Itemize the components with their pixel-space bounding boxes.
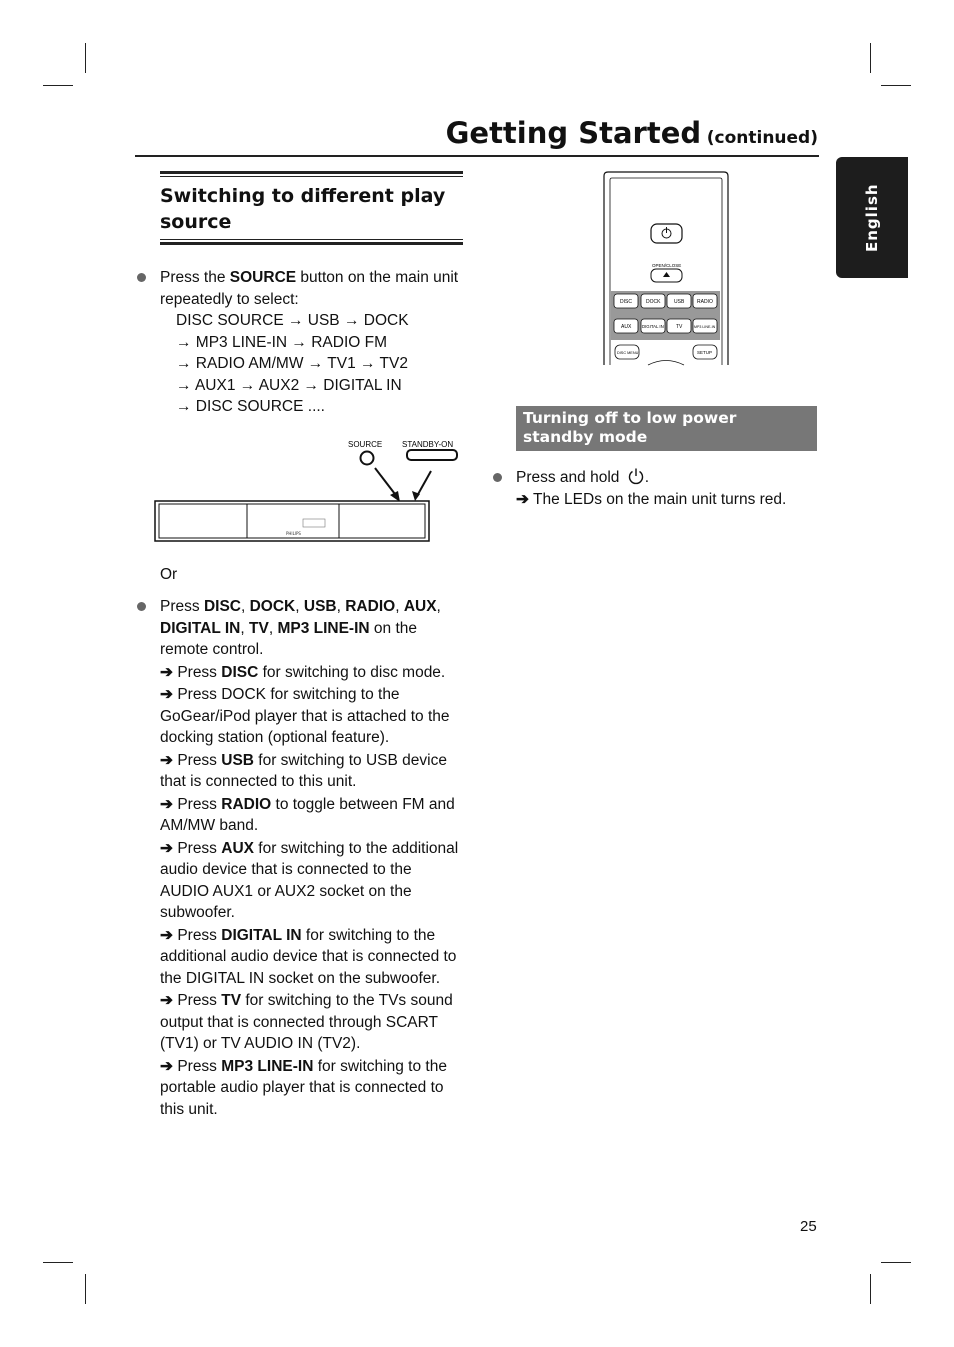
result-item: ➔ Press DOCK for switching to the GoGear/iPod player that is attached to the docking station (optional feature).	[160, 686, 450, 746]
arrow-icon: ➔	[160, 663, 173, 681]
section2-heading-text: Turning off to low power standby mode	[523, 409, 737, 446]
svg-text:RADIO: RADIO	[697, 299, 713, 305]
svg-text:MP3 LINE-IN: MP3 LINE-IN	[694, 325, 716, 329]
crop-mark	[85, 1274, 86, 1304]
result-item: ➔ Press USB for switching to USB device that is connected to this unit.	[160, 751, 447, 790]
main-unit-illustration	[150, 435, 470, 550]
power-icon	[627, 467, 645, 485]
section-heading	[160, 171, 463, 245]
svg-text:USB: USB	[674, 299, 685, 305]
arrow-icon: ➔	[516, 490, 529, 508]
source-sequence-line: DISC SOURCE → USB → DOCK	[176, 312, 409, 329]
bullet1-text: Press the SOURCE button on the main unit repeatedly to select: DISC SOURCE → USB → DOCK → MP3 LINE-IN → RADIO FM → RADIO AM/MW → TV1 → TV2 → AUX1 → AUX2 → DIGITAL IN → DISC SOURCE ....	[160, 267, 460, 418]
svg-text:OPEN/CLOSE: OPEN/CLOSE	[652, 263, 682, 268]
bullet2-text: Press DISC, DOCK, USB, RADIO, AUX, DIGITAL IN, TV, MP3 LINE-IN on the remote control. ➔ Press DISC for switching to disc mode. ➔ Press DOCK for switching to the GoGear/iPod player that is attached to the docking station (optional feature). ➔ Press USB for switching to USB device that is connected to this unit. ➔ Press RADIO to toggle between FM and AM/MW band. ➔ Press AUX for switching to the additional audio device that is connected to the AUDIO AUX1 or AUX2 socket on the subwoofer. ➔ Press DIGITAL IN for switching to the additional audio device that is connected to the DIGITAL IN socket on the subwoofer. ➔ Press TV for switching to the TVs sound output that is connected through SCART (TV1) or TV AUDIO IN (TV2). ➔ Press MP3 LINE-IN for switching to the portable audio player that is connected to this unit.	[160, 596, 460, 1120]
svg-text:DIGITAL IN: DIGITAL IN	[642, 324, 664, 329]
crop-mark	[43, 85, 73, 86]
svg-text:SETUP: SETUP	[697, 350, 713, 355]
crop-mark	[870, 1274, 871, 1304]
section2-heading	[516, 406, 817, 451]
svg-text:DOCK: DOCK	[646, 299, 661, 305]
result-item: ➔ Press AUX for switching to the additional audio device that is connected to the AUDIO AUX1 or AUX2 socket on the subwoofer.	[160, 839, 459, 921]
bullet-icon	[493, 473, 502, 482]
arrow-icon: ➔	[160, 839, 173, 857]
page-title-continued: (continued)	[706, 128, 818, 148]
svg-text:DISC: DISC	[620, 299, 632, 305]
arrow-icon: ➔	[160, 686, 173, 703]
or-text: Or	[160, 566, 178, 583]
arrow-icon: ➔	[160, 751, 173, 769]
crop-mark	[881, 1262, 911, 1263]
source-sequence-line: → DISC SOURCE ....	[176, 398, 325, 415]
crop-mark	[870, 43, 871, 73]
page-number: 25	[800, 1218, 817, 1235]
page-title	[446, 116, 818, 150]
heading-rule-bottom	[160, 239, 463, 245]
bullet-icon	[137, 273, 146, 282]
result-item: ➔ Press DISC for switching to disc mode.	[160, 663, 446, 681]
press-and-hold-text: Press and hold	[516, 469, 620, 486]
heading-rule-top	[160, 171, 463, 177]
svg-text:SOURCE: SOURCE	[348, 440, 383, 449]
svg-text:DISC MENU: DISC MENU	[617, 351, 639, 355]
title-rule	[135, 155, 819, 157]
language-tab	[836, 157, 908, 278]
svg-text:AUX: AUX	[621, 324, 632, 330]
source-sequence-line: → RADIO AM/MW → TV1 → TV2	[176, 355, 408, 372]
result-item: ➔ The LEDs on the main unit turns red.	[516, 490, 787, 508]
result-item: ➔ Press DIGITAL IN for switching to the additional audio device that is connected to the DIGITAL IN socket on the subwoofer.	[160, 926, 457, 987]
result-item: ➔ Press RADIO to toggle between FM and AM/MW band.	[160, 795, 455, 834]
language-tab-label: English	[863, 183, 881, 252]
section-heading-text: Switching to different play source	[160, 185, 446, 233]
page-title-main: Getting Started	[445, 116, 702, 150]
arrow-icon: ➔	[160, 992, 173, 1009]
remote-control-illustration	[600, 170, 732, 366]
source-sequence-line: → AUX1 → AUX2 → DIGITAL IN	[176, 376, 402, 394]
result-item: ➔ Press MP3 LINE-IN for switching to the portable audio player that is connected to this unit.	[160, 1057, 447, 1118]
crop-mark	[43, 1262, 73, 1263]
arrow-icon: ➔	[160, 1057, 173, 1075]
arrow-icon: ➔	[160, 926, 173, 944]
source-sequence-line: → MP3 LINE-IN → RADIO FM	[176, 333, 387, 351]
arrow-icon: ➔	[160, 795, 173, 813]
svg-text:STANDBY-ON: STANDBY-ON	[402, 440, 454, 449]
bullet-icon	[137, 602, 146, 611]
svg-text:PHILIPS: PHILIPS	[286, 531, 301, 536]
section2-text: Press and hold . ➔ The LEDs on the main unit turns red.	[516, 467, 816, 510]
crop-mark	[85, 43, 86, 73]
svg-text:TV: TV	[676, 324, 683, 330]
result-item: ➔ Press TV for switching to the TVs sound output that is connected through SCART (TV1) or TV AUDIO IN (TV2).	[160, 992, 453, 1052]
crop-mark	[881, 85, 911, 86]
